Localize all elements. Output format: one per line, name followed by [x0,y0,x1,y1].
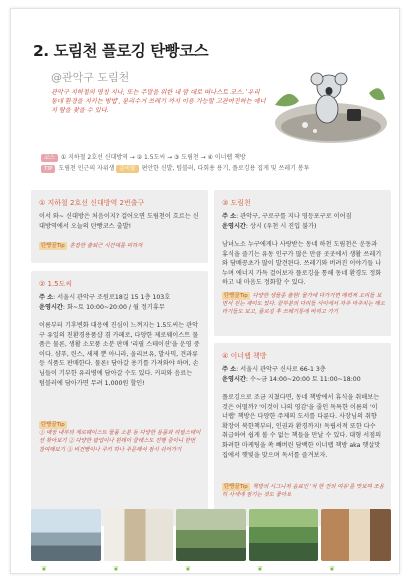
spot-4-heading: ④ 이너랩 책방 [222,352,267,360]
leaf-icon: ❦ [329,565,335,573]
intro-text: 관악구 지하철의 명칭 지나, 또는 주말을 위한 내 맘 대로 떠나스트 코스. '우리 동네 환경을 지키는 방법', 분리수거 쓰레기 까지 이용 가능할 고관여진하는 에너지 탐을 찾을 수 있다. [51,89,266,114]
spot-4-hours: 운영시간: 수~금 14:00~20:00 토 11:00~18:00 [222,376,361,383]
tip-text: 다양한 생물종 출현! 물가에 다가가면 매력적 오리들 보면서 걷는 재미도 있다. 끝부분의 다리들 사이에서 자주 마주치는 해오라기들도 보고, 플로깅 후 쓰레기통에 버리고 가기 [222,293,385,316]
leaf-icon: ❦ [113,565,119,573]
spot-3-heading: ③ 도림천 [222,199,251,207]
tip-text: 혼잡한 출퇴근 시간대를 피하자 [69,243,143,249]
spot-3-tip [222,292,385,317]
brochure-page [10,8,400,574]
photo-dots [31,565,391,573]
koala-illustration [269,65,387,145]
spot-1-tip [39,242,202,250]
photo-bookstore [321,509,391,561]
spot-2-address: 주 소: 서울시 관악구 조원로18길 15 1층 103호 [39,294,171,301]
spot-2-heading: ② 1.5도씨 [39,280,73,288]
photo-refill-station [176,509,246,561]
spot-2-tip [39,421,202,454]
spot-4-address: 주 소: 서울시 관악구 신사로 66-1 3층 [222,366,326,373]
spot-4-card [214,343,391,526]
tip-label: 탄빵꿀Tip [41,422,65,428]
leaf-icon: ❦ [257,565,263,573]
photo-stream [249,509,319,561]
leaf-icon: ❦ [185,565,191,573]
spot-1-heading: ① 지하철 2호선 신대방역 2번출구 [39,199,145,207]
spot-1-text: 이서 와~ 신대방은 처음이지? 걸어오면 도림천이 흐르는 신대방역에서 오늘의 탄빵코스 출발! [39,213,199,230]
photo-station [31,509,101,561]
leaf-icon: ❦ [41,565,47,573]
theme-text: 도림천 인근의 자위생 [58,165,115,172]
spot-1-card [31,190,208,263]
spot-2-text: 이름부터 기후변화 대응에 진심이 느껴지는 1.5도씨는 관악구 유일의 친환경용품샵 겸 카페로, 다양한 제로웨이스트 물품은 물론, 생활 소모품 소분 판매 '리필 스테이션'을 운영 중이다. 샴푸, 린스, 세제 뿐 아니라, 올리브유, 발사믹, 견과류 등 식품도 판매한다. 물론! 담아갈 용기를 가져와야 하며, 손님들이 기부한 유리병에 담아갈 수도 있다. 커피와 음료는 텀블러에 담아가면 무려 1,000원 할인! [39,322,200,387]
route-info [41,152,379,174]
point-text: 편안한 신발, 텀블러, 다회용 용기, 플로깅용 집게 및 쓰레기 봉투 [141,165,310,172]
photo-strip [31,509,391,561]
tip-text: 책방의 시그니처 음료인 '차 한 잔의 여유'를 맛보며 조용히 사색에 잠기는 것도 좋아요 [222,484,384,499]
spot-3-address: 주 소: 관악구, 구로구를 지나 영등포구로 이어짐 [222,213,352,220]
course-tag: 코스 [41,154,58,162]
tip-label: 탄빵꿀Tip [224,484,248,490]
spot-4-text: 플로깅으로 조금 지쳤다면, 동네 책방에서 휴식을 취해보는 것은 어떨까? '이것이 나의 영감'을 줄인 독특한 이름의 '이너랩' 책방은 다양한 주제의 도서를 다룬다. 사장님의 취향 확장이 북한책부터, 인권과 환경까지! 독립서적 또한 다수 취급하여 쉽게 볼 수 없는 책들을 만날 수 있다. 대형 서점의 화려한 마케팅을 쏙 빼버린 담백한 이너랩 책방 aka 햇살맛집에서 햇빛을 맞으며 독서를 즐겨보자. [222,394,382,459]
tip-text: ① 매장 내부의 제로웨이스트 물품 소분 등 다양한 용품과 리필스테이션 찾아보기 ② 다양한 팝업이나 원데이 클래스도 진행 중이니 한번 참여해보기 ③ 비건빵이나 쿠키 하나 주문해서 잠시 쉬어가기 [39,430,201,453]
spot-2-card [31,271,208,526]
spot-2-hours: 운영시간: 화~토 10:00~20:00 / 월 정기휴무 [39,304,165,311]
spot-4-tip [222,483,385,499]
page-title: 2. 도림천 플로깅 탄빵코스 [33,42,209,60]
photo-shop-shelf [104,509,174,561]
course-route: ① 지하철 2호선 신대방역 → ② 1.5도씨 → ③ 도림천 → ④ 이너랩 책방 [60,154,246,161]
tip-label: 탄빵꿀Tip [41,243,65,249]
tip-label: 탄빵꿀Tip [224,293,248,299]
spot-3-text: 남녀노소 누구에게나 사랑받는 동네 하천 도림천은 운동과 휴식을 즐기는 유동 인구가 많은 만큼 곳곳에서 생활 쓰레기와 담배꽁초가 많이 발견된다. 쓰레기와 버려진 이야기들 나누며 에너지 가득 걸어보자 플로깅을 통해 동네 환경도 정화하고 내 마음도 정화할 수 있다. [222,241,382,287]
spot-3-card [214,190,391,336]
spot-3-hours: 운영시간: 상시 (우천 시 진입 불가) [222,223,317,230]
theme-tag: TIP [41,165,55,173]
point-tag: 준비물 [116,165,138,173]
page-subtitle: @관악구 도림천 [51,71,130,84]
